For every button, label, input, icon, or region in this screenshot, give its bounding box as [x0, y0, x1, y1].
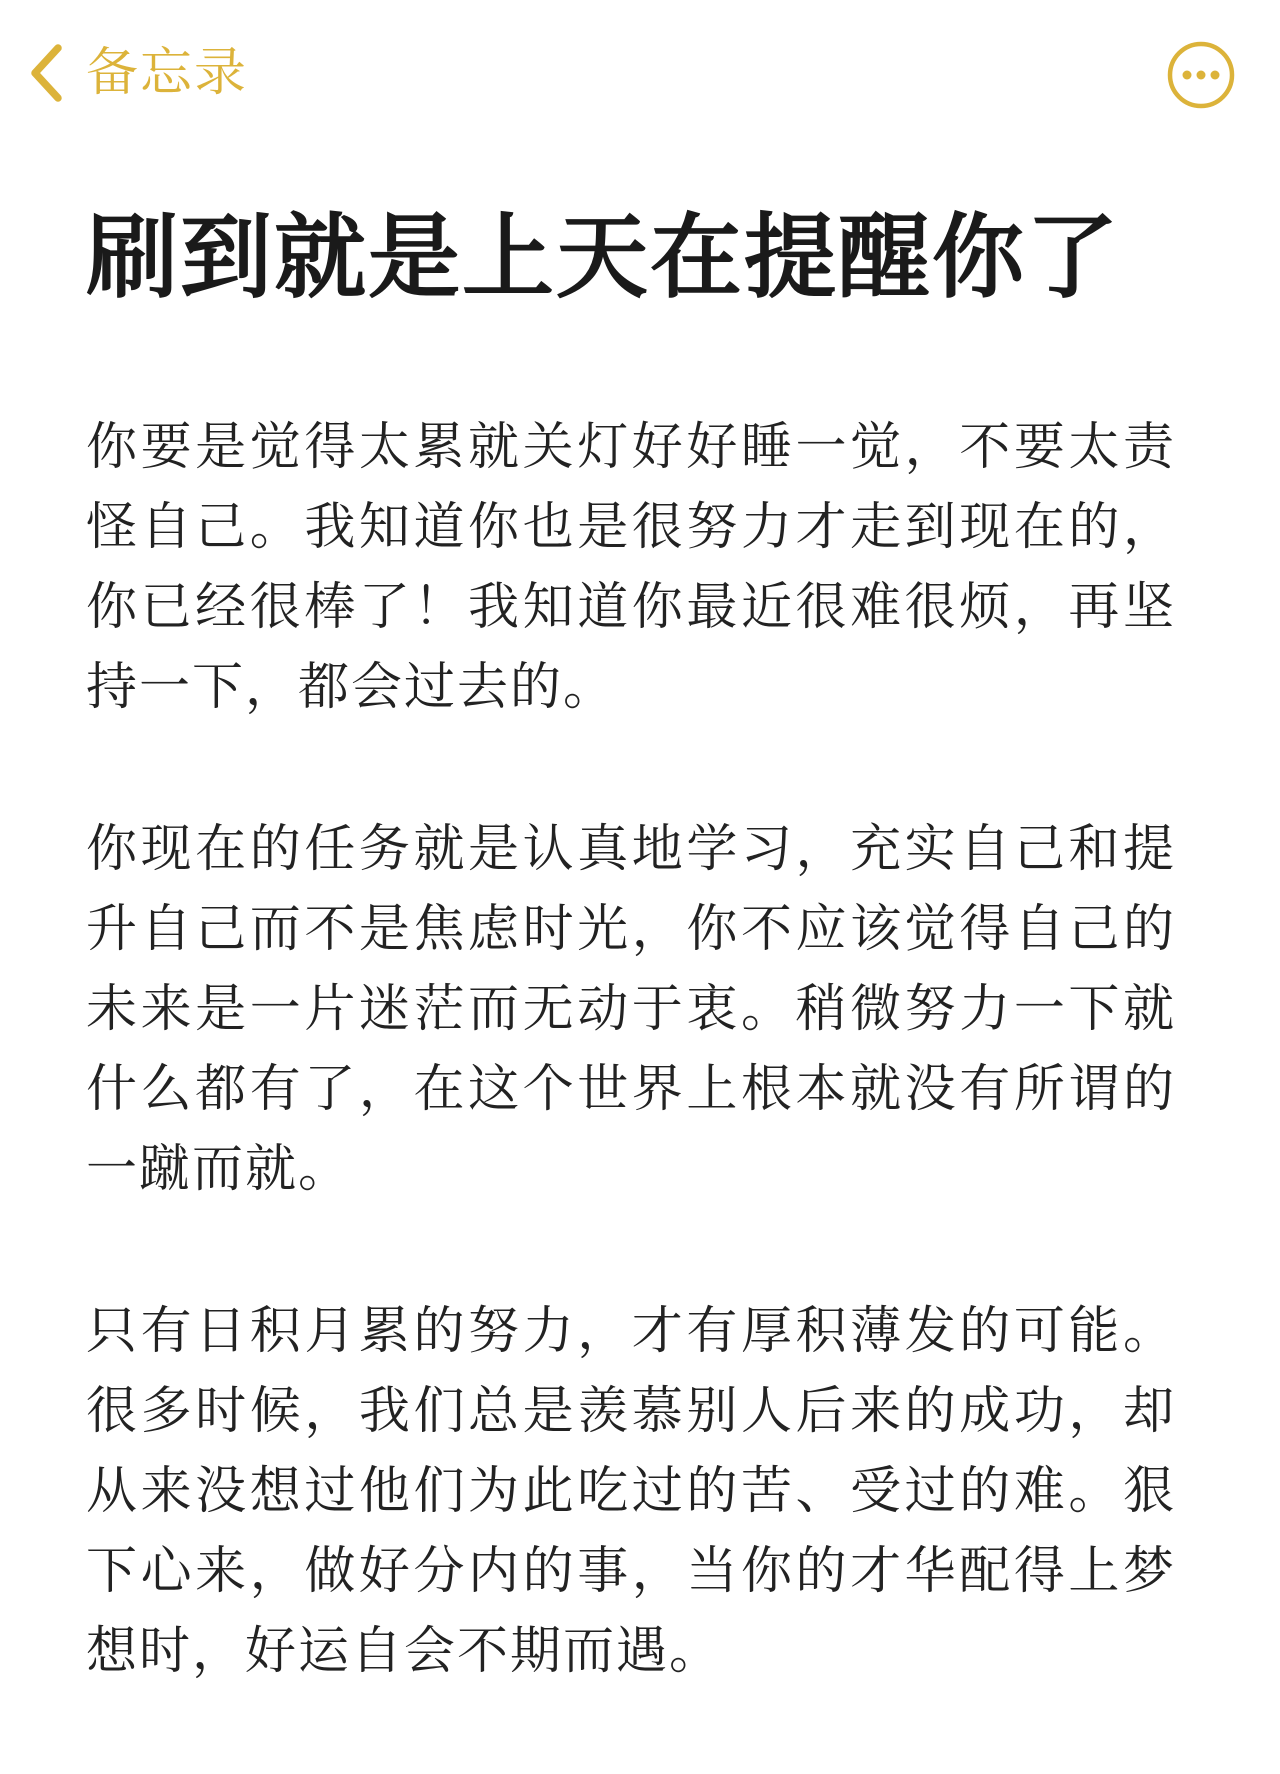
navigation-bar [0, 0, 1280, 150]
more-options-button[interactable] [1166, 40, 1236, 110]
note-paragraph: 你现在的任务就是认真地学习，充实自己和提升自己而不是焦虑时光，你不应该觉得自己的未来是一片迷茫而无动于衷。稍微努力一下就什么都有了，在这个世界上根本就没有所谓的一蹴而就。 [86, 820, 1176, 1199]
note-title: 刷到就是上天在提醒你了 [86, 204, 1121, 311]
note-paragraph: 只有日积月累的努力，才有厚积薄发的可能。很多时候，我们总是羡慕别人后来的成功，却从来没想过他们为此吃过的苦、受过的难。狠下心来，做好分内的事，当你的才华配得上梦想时，好运自会不期而遇。 [86, 1302, 1176, 1681]
note-paragraph: 你要是觉得太累就关灯好好睡一觉，不要太责怪自己。我知道你也是很努力才走到现在的，你已经很棒了！我知道你最近很难很烦，再坚持一下，都会过去的。 [86, 418, 1176, 717]
chevron-left-icon [28, 42, 64, 104]
back-button[interactable] [28, 38, 248, 108]
note-body[interactable] [86, 408, 1176, 1774]
ellipsis-circle-icon [1166, 40, 1236, 110]
back-button-label: 备忘录 [86, 43, 249, 103]
